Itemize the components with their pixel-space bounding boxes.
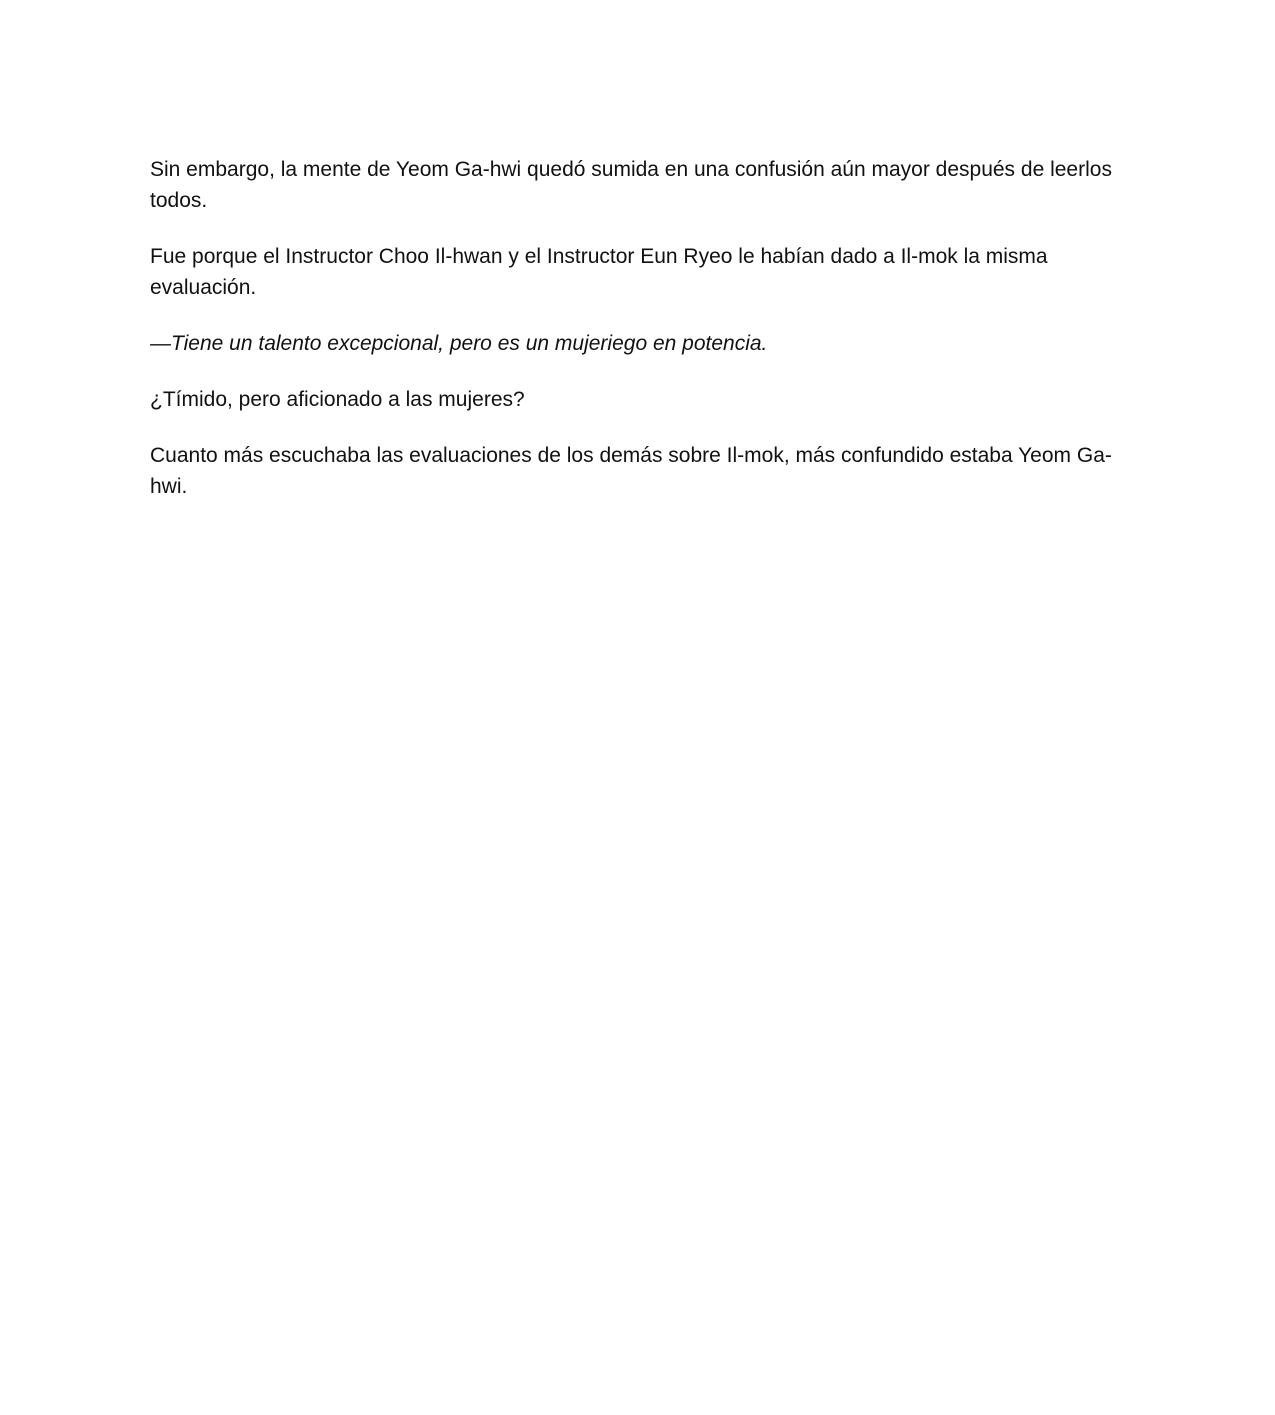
paragraph-2: Fue porque el Instructor Choo Il-hwan y el Instructor Eun Ryeo le habían dado a Il-mok la misma evaluación. xyxy=(150,245,1048,299)
quote-paragraph: —Tiene un talento excepcional, pero es un mujeriego en potencia. xyxy=(150,332,768,355)
paragraph-1: Sin embargo, la mente de Yeom Ga-hwi quedó sumida en una confusión aún mayor después de leerlos todos. xyxy=(150,158,1112,212)
document-body xyxy=(150,154,1130,527)
paragraph-5: Cuanto más escuchaba las evaluaciones de los demás sobre Il-mok, más confundido estaba Yeom Ga-hwi. xyxy=(150,444,1112,498)
paragraph-4: ¿Tímido, pero aficionado a las mujeres? xyxy=(150,388,525,411)
